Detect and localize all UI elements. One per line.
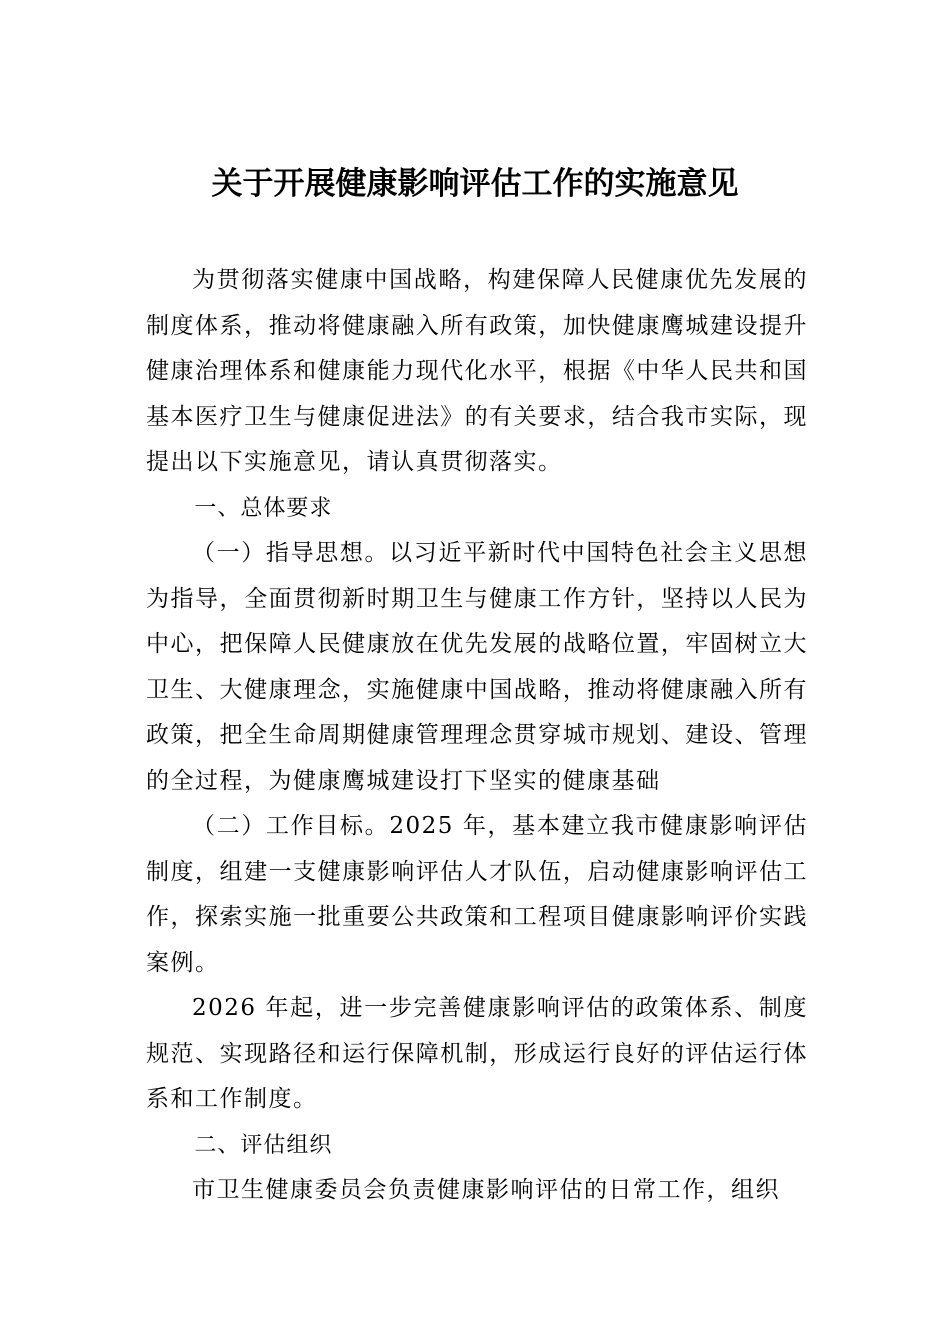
section-heading-general-requirements: 一、总体要求 <box>194 495 333 521</box>
from-2026-paragraph: 2026 年起，进一步完善健康影响评估的政策体系、制度规范、实现路径和运行保障机制，形成运行良好的评估运行体系和工作制度。 <box>146 995 808 1112</box>
document-title: 关于开展健康影响评估工作的实施意见 <box>211 166 739 202</box>
section-heading-assessment-organization: 二、评估组织 <box>194 1132 333 1158</box>
document-body <box>146 258 808 1214</box>
work-goals-paragraph: （二）工作目标。2025 年，基本建立我市健康影响评估制度，组建一支健康影响评估人才队伍，启动健康影响评估工作，探索实施一批重要公共政策和工程项目健康影响评价实践案例。 <box>146 813 808 976</box>
intro-paragraph: 为贯彻落实健康中国战略，构建保障人民健康优先发展的制度体系，推动将健康融入所有政策，加快健康鹰城建设提升健康治理体系和健康能力现代化水平，根据《中华人民共和国基本医疗卫生与健康促进法》的有关要求，结合我市实际，现提出以下实施意见，请认真贯彻落实。 <box>146 267 808 475</box>
guiding-ideology-paragraph: （一）指导思想。以习近平新时代中国特色社会主义思想为指导，全面贯彻新时期卫生与健康工作方针，坚持以人民为中心，把保障人民健康放在优先发展的战略位置，牢固树立大卫生、大健康理念，实施健康中国战略，推动将健康融入所有政策，把全生命周期健康管理理念贯穿城市规划、建设、管理的全过程，为健康鹰城建设打下坚实的健康基础 <box>146 540 808 794</box>
organization-paragraph: 市卫生健康委员会负责健康影响评估的日常工作，组织 <box>192 1177 780 1203</box>
